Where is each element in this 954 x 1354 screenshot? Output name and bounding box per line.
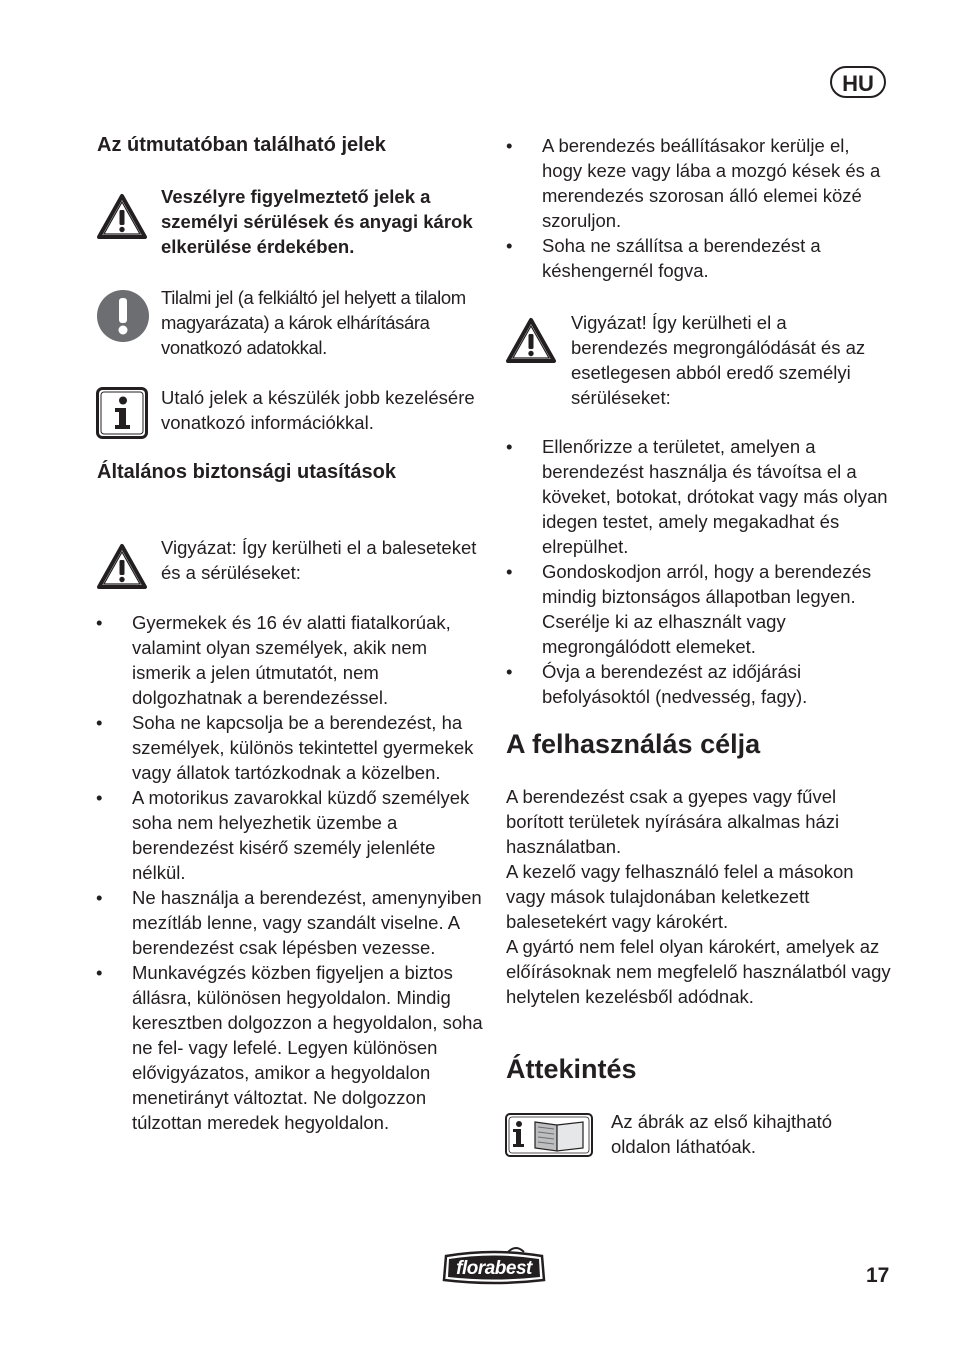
list-item: • Óvja a berendezést az időjárási befolyásoktól (nedvesség, fagy). [506, 661, 808, 707]
list-item: • Ne használja a berendezést, amenynyiben mezítláb lenne, vagy szandált viselne. A berendezést csak lépésben vezesse. [96, 887, 482, 958]
language-badge: HU [830, 66, 886, 98]
signs-heading: Az útmutatóban található jelek [97, 134, 386, 156]
adjustment-bullet-list [506, 133, 891, 283]
paragraph: A kezelő vagy felhasználó felel a másokon vagy mások tulajdonában keletkezett balesetekért vagy károkért. [506, 861, 854, 932]
prohibition-icon [96, 289, 150, 343]
warning-triangle-icon [96, 543, 148, 591]
paragraph: A berendezést csak a gyepes vagy fűvel borított területek nyírására alkalmas házi használatban. [506, 786, 840, 857]
warning-triangle-icon [96, 193, 148, 241]
caution-text-2: Vigyázat! Így kerülheti el a berendezés megrongálódását és az esetlegesen abból eredő személyi sérüléseket: [571, 312, 866, 408]
list-item: • Ellenőrizze a területet, amelyen a berendezést használja és távoítsa el a köveket, botokat, drótokat vagy más olyan idegen testet, amely megakadhat és elrepülhet. [506, 436, 888, 557]
prohibition-sign-text: Tilalmi jel (a felkiáltó jel helyett a tilalom magyarázata) a károk elhárítására vonatkozó adatokkal. [161, 287, 466, 358]
general-safety-heading: Általános biztonsági utasítások [97, 461, 396, 483]
list-item: • Soha ne kapcsolja be a berendezést, ha személyek, különös tekintettel gyermekek vagy állatok tartózkodnak a közelben. [96, 712, 474, 783]
list-item: • Munkavégzés közben figyeljen a biztos állásra, különösen hegyoldalon. Mindig keresztben dolgozzon a hegyoldalon, soha ne fel- vagy lefelé. Legyen különösen elővigyázatos, amikor a hegyoldalon menetirányt változtat. Ne dolgozzon túlzottan meredek hegyoldalon. [96, 962, 483, 1133]
safety-bullet-list [96, 610, 486, 1135]
info-sign-text: Utaló jelek a készülék jobb kezelésére vonatkozó információkkal. [161, 387, 475, 433]
info-icon [96, 387, 148, 439]
list-item: • A berendezés beállításakor kerülje el, hogy keze vagy lába a mozgó kések és a merendezés szorosan álló elemei közé szoruljon. [506, 135, 881, 231]
warning-triangle-icon [505, 317, 557, 365]
list-item: • Gyermekek és 16 év alatti fiatalkorúak, valamint olyan személyek, akik nem ismerik a jelen útmutatót, nem dolgozhatnak a berendezéssel. [96, 612, 451, 708]
list-item: • A motorikus zavarokkal küzdő személyek soha nem helyezhetik üzembe a berendezést kisérő személy jelenléte nélkül. [96, 787, 470, 883]
purpose-heading: A felhasználás célja [506, 729, 761, 759]
paragraph: A gyártó nem felel olyan károkért, amelyek az előírásoknak nem megfelelő használatból vagy helytelen kezelésből adódnak. [506, 936, 891, 1007]
list-item: • Gondoskodjon arról, hogy a berendezés mindig biztonságos állapotban legyen. Cserélje ki az elhasznált vagy megrongálódott elemeket. [506, 561, 872, 657]
list-item: • Soha ne szállítsa a berendezést a késhengernél fogva. [506, 235, 821, 281]
purpose-paragraphs [506, 784, 891, 1009]
caution-text: Vigyázat: Így kerülheti el a baleseteket és a sérüléseket: [161, 537, 477, 583]
overview-text: Az ábrák az első kihajtható oldalon láthatóak. [611, 1111, 833, 1157]
maintenance-bullet-list [506, 434, 891, 709]
overview-heading: Áttekintés [506, 1054, 637, 1084]
page-number: 17 [866, 1264, 890, 1287]
warning-sign-text: Veszélyre figyelmeztető jelek a személyi sérülések és anyagi károk elkerülése érdekében. [161, 186, 473, 257]
brand-name: florabest [456, 1258, 532, 1279]
foldout-info-icon [505, 1113, 593, 1157]
